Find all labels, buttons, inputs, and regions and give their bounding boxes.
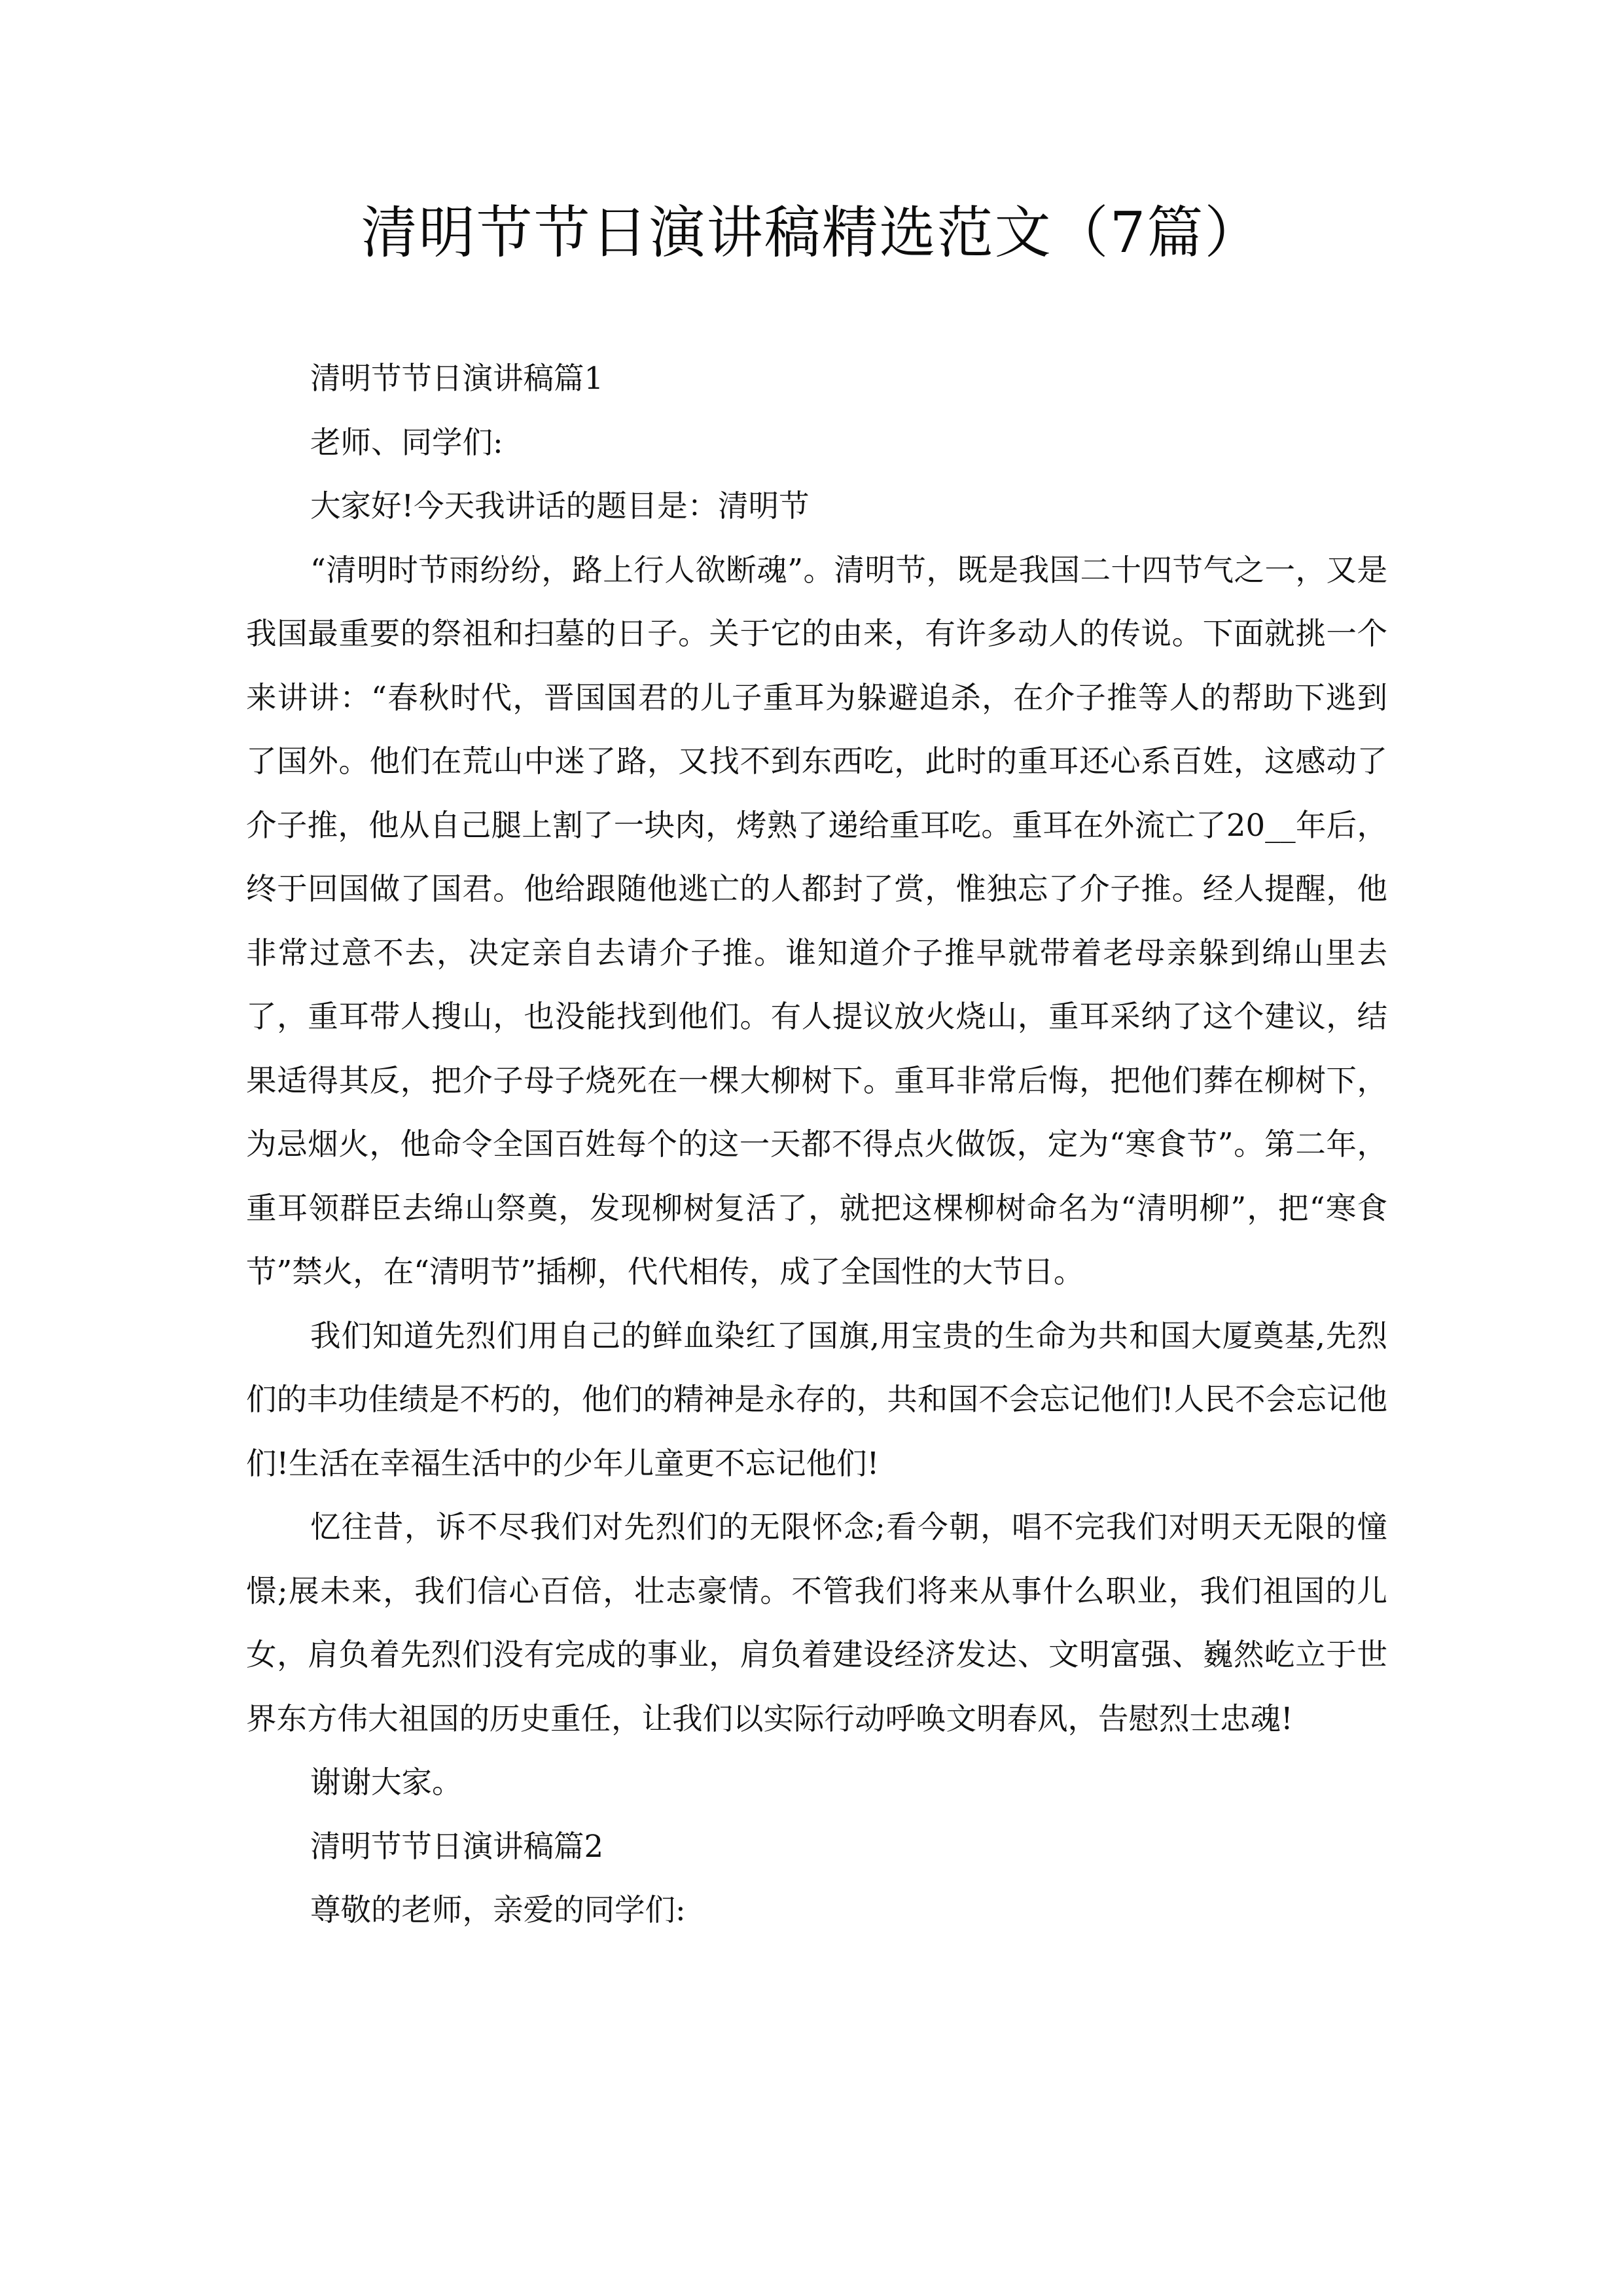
section-heading-1: 清明节节日演讲稿篇1 [310, 361, 604, 396]
document-title: 清明节节日演讲稿精选范文（7篇） [361, 200, 1262, 266]
paragraph-future: 忆往昔，诉不尽我们对先烈们的无限怀念;看今朝，唱不完我们对明天无限的憧憬;展未来，我们信心百倍，壮志豪情。不管我们将来从事什么职业，我们祖国的儿女，肩负着先烈们没有完成的事业，肩负着建设经济发达、文明富强、巍然屹立于世界东方伟大祖国的历史重任，让我们以实际行动呼唤文明春风，告慰烈士忠魂! [246, 1509, 1387, 1736]
section-heading-2: 清明节节日演讲稿篇2 [310, 1828, 604, 1864]
salutation-2: 尊敬的老师，亲爱的同学们: [310, 1892, 686, 1928]
document-body [246, 347, 1387, 1943]
salutation: 老师、同学们: [310, 424, 503, 460]
paragraph-martyrs: 我们知道先烈们用自己的鲜血染红了国旗,用宝贵的生命为共和国大厦奠基,先烈们的丰功佳绩是不朽的，他们的精神是永存的，共和国不会忘记他们!人民不会忘记他们!生活在幸福生活中的少年儿童更不忘记他们! [246, 1318, 1387, 1481]
closing-thanks: 谢谢大家。 [310, 1765, 463, 1800]
speech-opening: 大家好!今天我讲话的题目是：清明节 [310, 488, 810, 524]
paragraph-legend: “清明时节雨纷纷，路上行人欲断魂”。清明节，既是我国二十四节气之一，又是我国最重要的祭祖和扫墓的日子。关于它的由来，有许多动人的传说。下面就挑一个来讲讲：“春秋时代，晋国国君的儿子重耳为躲避追杀，在介子推等人的帮助下逃到了国外。他们在荒山中迷了路，又找不到东西吃，此时的重耳还心系百姓，这感动了介子推，他从自己腿上割了一块肉，烤熟了递给重耳吃。重耳在外流亡了20__年后，终于回国做了国君。他给跟随他逃亡的人都封了赏，惟独忘了介子推。经人提醒，他非常过意不去，决定亲自去请介子推。谁知道介子推早就带着老母亲躲到绵山里去了，重耳带人搜山，也没能找到他们。有人提议放火烧山，重耳采纳了这个建议，结果适得其反，把介子母子烧死在一棵大柳树下。重耳非常后悔，把他们葬在柳树下，为忌烟火，他命令全国百姓每个的这一天都不得点火做饭，定为“寒食节”。第二年，重耳领群臣去绵山祭奠，发现柳树复活了，就把这棵柳树命名为“清明柳”，把“寒食节”禁火，在“清明节”插柳，代代相传，成了全国性的大节日。 [246, 552, 1387, 1289]
